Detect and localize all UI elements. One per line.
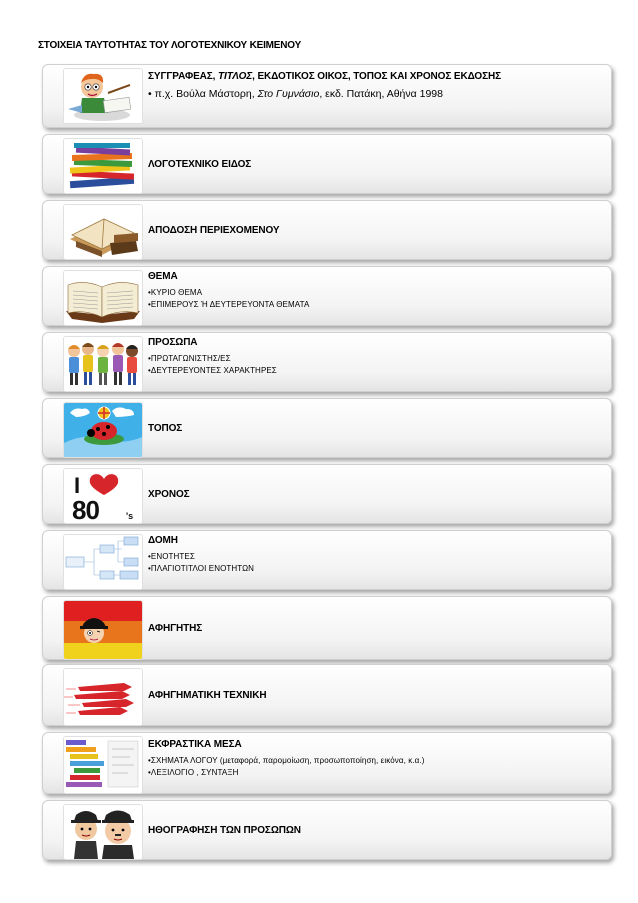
card-time [42, 464, 612, 524]
card-author-heading [148, 71, 603, 82]
logo-letter: I [74, 473, 81, 498]
heading-part: ΣΥΓΓΡΑΦΕΑΣ, [148, 71, 219, 82]
card-structure-bullet: •ΠΛΑΓΙΟΤΙΤΛΟΙ ΕΝΟΤΗΤΩΝ [148, 564, 255, 573]
laurel-hardy-icon [63, 804, 143, 860]
card-theme [42, 266, 612, 326]
card-theme-bullet: •ΚΥΡΙΟ ΘΕΜΑ [148, 288, 203, 297]
card-expression-bullet: •ΛΕΞΙΛΟΓΙΟ , ΣΥΝΤΑΞΗ [148, 768, 239, 777]
card-technique-heading: ΑΦΗΓΗΜΑΤΙΚΗ ΤΕΧΝΙΚΗ [148, 690, 267, 701]
card-persons [42, 332, 612, 392]
card-persons-bullet: •ΠΡΩΤΑΓΩΝΙΣΤΗΣ/ΕΣ [148, 354, 231, 363]
card-place-heading: ΤΟΠΟΣ [148, 423, 183, 434]
card-content [42, 200, 612, 260]
example-part: , εκδ. Πατάκη, Αθήνα 1998 [319, 88, 443, 100]
card-structure-heading: ΔΟΜΗ [148, 535, 178, 546]
card-structure [42, 530, 612, 590]
card-characterization-heading: ΗΘΟΓΡΑΦΗΣΗ ΤΩΝ ΠΡΟΣΩΠΩΝ [148, 825, 301, 836]
example-part: • π.χ. Βούλα Μάστορη, [148, 88, 258, 100]
card-narrator [42, 596, 612, 660]
card-author-example [148, 88, 603, 100]
card-narrator-heading: ΑΦΗΓΗΤΗΣ [148, 623, 203, 634]
old-books-icon [63, 204, 143, 260]
card-theme-bullet: •ΕΠΙΜΕΡΟΥΣ Ή ΔΕΥΤΕΡΕΥΟΝΤΑ ΘΕΜΑΤΑ [148, 300, 310, 309]
heading-part: , ΕΚΔΟΤΙΚΟΣ ΟΙΚΟΣ, ΤΟΠΟΣ ΚΑΙ ΧΡΟΝΟΣ ΕΚΔΟΣΗΣ [252, 71, 502, 82]
cartoon-writer-icon [63, 68, 143, 124]
heading-italic: ΤΙΤΛΟΣ [218, 71, 253, 82]
red-pens-icon [63, 668, 143, 726]
card-expression [42, 732, 612, 794]
card-characterization [42, 800, 612, 860]
bowler-hat-face-icon [63, 600, 143, 660]
card-genre [42, 134, 612, 194]
example-italic: Στο Γυμνάσιο [257, 88, 320, 100]
logo-number: 80 [72, 495, 99, 523]
card-genre-heading: ΛΟΓΟΤΕΧΝΙΚΟ ΕΙΔΟΣ [148, 159, 252, 170]
card-expression-bullet: •ΣΧΗΜΑΤΑ ΛΟΓΟΥ (μεταφορά, παρομοίωση, προσωποποίηση, εικόνα, κ.α.) [148, 756, 425, 765]
card-content-heading: ΑΠΟΔΟΣΗ ΠΕΡΙΕΧΟΜΕΝΟΥ [148, 225, 280, 236]
card-author [42, 64, 612, 128]
open-book-icon [63, 270, 143, 326]
card-persons-bullet: •ΔΕΥΤΕΡΕΥΟΝΤΕΣ ΧΑΡΑΚΤΗΡΕΣ [148, 366, 277, 375]
card-place [42, 398, 612, 458]
card-theme-heading: ΘΕΜΑ [148, 271, 178, 282]
code-blocks-icon [63, 736, 143, 794]
card-structure-bullet: •ΕΝΟΤΗΤΕΣ [148, 552, 195, 561]
page-title: ΣΤΟΙΧΕΙΑ ΤΑΥΤΟΤΗΤΑΣ ΤΟΥ ΛΟΓΟΤΕΧΝΙΚΟΥ ΚΕΙΜΕΝΟΥ [38, 40, 302, 51]
stacked-books-icon [63, 138, 143, 194]
ladybug-map-icon [63, 402, 143, 458]
card-technique [42, 664, 612, 726]
tree-diagram-icon [63, 534, 143, 590]
card-time-heading: ΧΡΟΝΟΣ [148, 489, 190, 500]
card-expression-heading: ΕΚΦΡΑΣΤΙΚΑ ΜΕΣΑ [148, 739, 242, 750]
logo-suffix: 's [126, 511, 134, 521]
kids-group-icon [63, 336, 143, 392]
i-love-80s-icon [63, 468, 143, 524]
card-persons-heading: ΠΡΟΣΩΠΑ [148, 337, 198, 348]
